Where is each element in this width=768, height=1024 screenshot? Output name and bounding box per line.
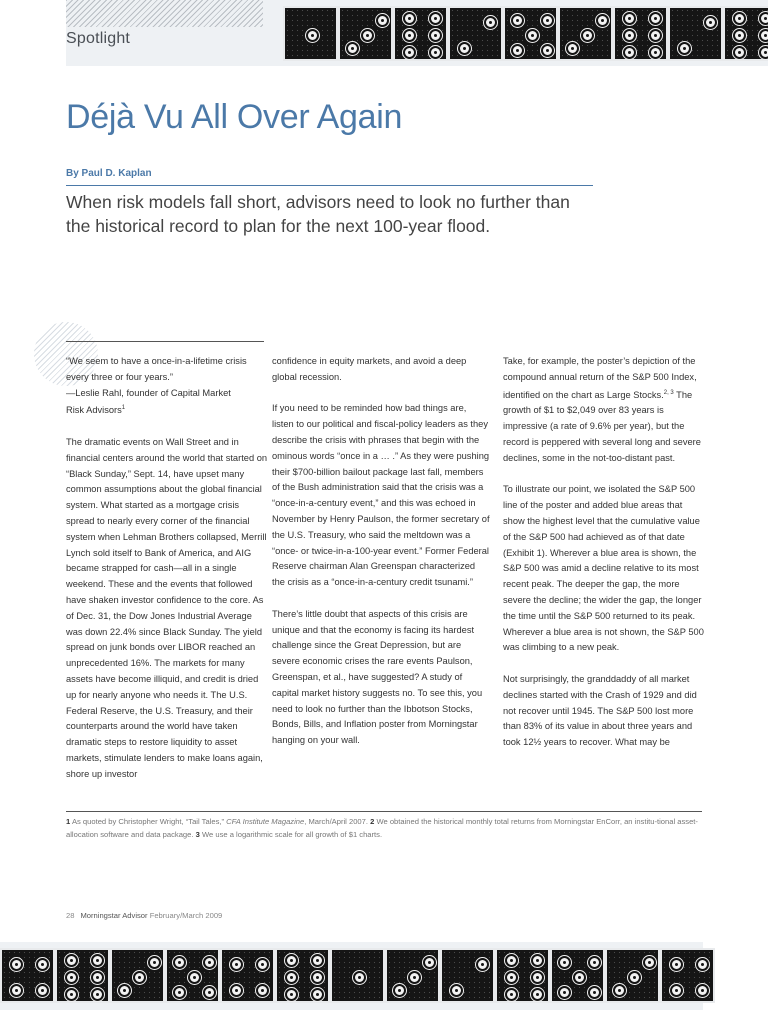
epigraph-rule xyxy=(66,341,264,342)
page-folio xyxy=(66,911,222,920)
die-pip xyxy=(91,988,104,1001)
die-pip xyxy=(65,988,78,1001)
die-icon xyxy=(558,6,613,61)
die-pip xyxy=(423,956,436,969)
epigraph-attribution-cont: Risk Advisors xyxy=(66,405,122,416)
body-paragraph: Not surprisingly, the granddaddy of all market declines started with the Crash of 1929 and did not recover until 1945. The S&P 500 lost more than 83% of its value in about three years and took 12½ years to recover. What may be xyxy=(503,674,697,748)
die-pip xyxy=(696,958,709,971)
die-pip xyxy=(678,42,691,55)
die-pip xyxy=(623,46,636,59)
die-pip xyxy=(613,984,626,997)
footnote-text: We obtained the historical monthly total returns from Morningstar EnCorr, an institu-tional asset-allocation software and data package. xyxy=(66,817,698,839)
die-pip xyxy=(573,971,586,984)
die-pip xyxy=(91,971,104,984)
die-pip xyxy=(541,44,554,57)
die-pip xyxy=(670,984,683,997)
die-pip xyxy=(230,958,243,971)
body-text: The growth of $1 to $2,049 over 83 years is impressive (a rate of 9.6% per year), but the record is peppered with several long and severe declines, some in the not-too-distant past. xyxy=(503,389,701,463)
die-pip xyxy=(306,29,319,42)
die-pip xyxy=(476,958,489,971)
die-icon xyxy=(613,6,668,61)
footnote-number: 3 xyxy=(195,830,200,839)
die-icon xyxy=(393,6,448,61)
die-pip xyxy=(588,956,601,969)
die-pip xyxy=(429,46,442,59)
die-pip xyxy=(148,956,161,969)
die-pip xyxy=(256,984,269,997)
column-2 xyxy=(272,354,490,765)
dek-rule xyxy=(66,185,593,186)
die-pip xyxy=(526,29,539,42)
die-pip xyxy=(733,12,746,25)
die-pip xyxy=(670,958,683,971)
body-paragraph: There’s little doubt that aspects of this crisis are unique and that the economy is facing its hardest challenge since the Great Depression, but are severe economic crises the rare events Paulson, Greenspan, et al., have suggested? A study of capital market history suggests no. To see this, you need to look no further than the Ibbotson Stocks, Bonds, Bills, and Inflation poster from Morningstar hanging on your wall. xyxy=(272,608,483,746)
die-pip xyxy=(643,956,656,969)
die-pip xyxy=(65,954,78,967)
column-3 xyxy=(503,354,705,767)
epigraph-attribution: —Leslie Rahl, founder of Capital Market xyxy=(66,387,231,398)
die-pip xyxy=(649,29,662,42)
die-pip xyxy=(623,29,636,42)
header-dice-strip xyxy=(283,6,768,61)
epigraph xyxy=(66,354,268,419)
die-pip xyxy=(450,984,463,997)
die-pip xyxy=(759,12,768,25)
footer-dice-strip xyxy=(0,948,715,1003)
die-pip xyxy=(118,984,131,997)
die-icon xyxy=(605,948,660,1003)
body-paragraph: If you need to be reminded how bad things are, listen to our political and fiscal-policy leaders as they describe the crisis with phrases that begin with the ominous words “once in a … .” As they were pushing their $700-billion bailout package last fall, members of the Bush administration said that the crisis was a “once-in-a-century event,” and this was echoed in November by Henry Paulson, the former secretary of the U.S. Treasury, who said the meltdown was a “once- or twice-in-a-100-year event.” Former Federal Reserve chairman Alan Greenspan characterized the crisis as a “once-in-a-century credit tsunami.” xyxy=(272,403,490,588)
die-pip xyxy=(403,46,416,59)
page-number: 28 xyxy=(66,911,75,920)
die-pip xyxy=(376,14,389,27)
die-pip xyxy=(704,16,717,29)
die-icon xyxy=(503,6,558,61)
footnote-number: 2 xyxy=(370,817,375,826)
die-pip xyxy=(541,14,554,27)
die-pip xyxy=(285,988,298,1001)
footnote-ref: 2, 3 xyxy=(663,389,674,396)
die-icon xyxy=(110,948,165,1003)
die-pip xyxy=(588,986,601,999)
die-pip xyxy=(203,986,216,999)
die-icon xyxy=(275,948,330,1003)
epigraph-quote: “We seem to have a once-in-a-lifetime crisis every three or four years.” xyxy=(66,356,247,382)
die-pip xyxy=(311,988,324,1001)
footnote-text: As quoted by Christopher Wright, “Tail Tales,” xyxy=(71,817,225,826)
footnote-text: We use a logarithmic scale for all growth of $1 charts. xyxy=(201,830,383,839)
footnote-number: 1 xyxy=(66,817,71,826)
die-pip xyxy=(230,984,243,997)
die-pip xyxy=(558,986,571,999)
die-pip xyxy=(285,971,298,984)
die-icon xyxy=(440,948,495,1003)
byline: By Paul D. Kaplan xyxy=(66,168,152,179)
die-icon xyxy=(660,948,715,1003)
die-icon xyxy=(165,948,220,1003)
die-pip xyxy=(531,988,544,1001)
footnotes xyxy=(66,815,706,841)
die-pip xyxy=(558,956,571,969)
die-pip xyxy=(203,956,216,969)
die-icon xyxy=(55,948,110,1003)
die-pip xyxy=(733,46,746,59)
die-pip xyxy=(188,971,201,984)
die-pip xyxy=(429,29,442,42)
die-pip xyxy=(623,12,636,25)
die-pip xyxy=(353,971,366,984)
die-pip xyxy=(696,984,709,997)
column-1 xyxy=(66,354,268,798)
die-pip xyxy=(393,984,406,997)
die-pip xyxy=(173,986,186,999)
body-paragraph: To illustrate our point, we isolated the S&P 500 line of the poster and added blue areas that show the highest level that the cumulative value of the S&P 500 had achieved as of that date (Exhibit 1). Wherever a blue area is shown, the S&P 500 was amid a decline relative to its most recent peak. The deeper the gap, the more severe the decline; the wider the gap, the longer the time until the S&P 500 returned to its peak. Wherever a blue area is not shown, the S&P 500 was climbing to a new peak. xyxy=(503,484,704,653)
die-pip xyxy=(361,29,374,42)
die-pip xyxy=(10,958,23,971)
header-hatch-pattern xyxy=(66,0,263,27)
die-pip xyxy=(596,14,609,27)
section-label: Spotlight xyxy=(66,30,131,47)
die-pip xyxy=(36,958,49,971)
footnote-ref: 1 xyxy=(121,405,126,412)
body-paragraph: The dramatic events on Wall Street and in financial centers around the world that started on “Black Sunday,” Sept. 14, have upset many common assumptions about the global financial system. What started as a mortgage crisis spread to nearly every corner of the financial system when Lehman Brothers collapsed, Merrill Lynch sold itself to Bank of America, and AIG became strapped for cash—all in a single weekend. These and the events that followed have shaken investor confidence to the core. As of Dec. 31, the Dow Jones Industrial Average was down 22.4% since Black Sunday. The yield spread on junk bonds over LIBOR reached an unprecedented 16%. The markets for many assets have become illiquid, and credit is dried up for nearly anyone who needs it. The U.S. Federal Reserve, the U.S. Treasury, and their counterparts around the world have taken dramatic steps to restore liquidity to asset markets, stimulate lenders to make loans again, shore up investor xyxy=(66,437,268,779)
die-pip xyxy=(403,12,416,25)
die-pip xyxy=(484,16,497,29)
die-icon xyxy=(723,6,768,61)
footnote-rule xyxy=(66,811,702,812)
die-pip xyxy=(505,988,518,1001)
die-pip xyxy=(10,984,23,997)
die-pip xyxy=(285,954,298,967)
die-pip xyxy=(36,984,49,997)
article-dek: When risk models fall short, advisors need to look no further than the historical record to plan for the next 100-year flood. xyxy=(66,192,570,236)
die-icon xyxy=(668,6,723,61)
die-pip xyxy=(429,12,442,25)
die-icon xyxy=(330,948,385,1003)
die-icon xyxy=(495,948,550,1003)
die-pip xyxy=(649,46,662,59)
die-icon xyxy=(550,948,605,1003)
publication-name: Morningstar Advisor xyxy=(80,911,148,920)
die-icon xyxy=(448,6,503,61)
die-pip xyxy=(256,958,269,971)
die-pip xyxy=(628,971,641,984)
issue-date: February/March 2009 xyxy=(149,911,223,920)
die-pip xyxy=(649,12,662,25)
die-pip xyxy=(759,29,768,42)
article-title: Déjà Vu All Over Again xyxy=(66,98,403,136)
body-text: Take, for example, the poster’s depiction of the compound annual return of the S&P 500 Index, identified on the chart as Large Stocks. xyxy=(503,356,697,400)
die-icon xyxy=(385,948,440,1003)
die-pip xyxy=(581,29,594,42)
die-pip xyxy=(531,954,544,967)
die-pip xyxy=(531,971,544,984)
die-pip xyxy=(311,971,324,984)
die-pip xyxy=(733,29,746,42)
die-pip xyxy=(566,42,579,55)
die-pip xyxy=(346,42,359,55)
die-pip xyxy=(505,954,518,967)
footnote-publication: CFA Institute Magazine xyxy=(226,817,305,826)
body-paragraph: confidence in equity markets, and avoid a deep global recession. xyxy=(272,356,467,382)
die-pip xyxy=(408,971,421,984)
die-pip xyxy=(133,971,146,984)
die-pip xyxy=(91,954,104,967)
die-pip xyxy=(173,956,186,969)
body-paragraph xyxy=(503,354,705,467)
die-pip xyxy=(458,42,471,55)
die-pip xyxy=(65,971,78,984)
die-icon xyxy=(283,6,338,61)
die-pip xyxy=(311,954,324,967)
die-pip xyxy=(403,29,416,42)
die-pip xyxy=(759,46,768,59)
die-icon xyxy=(220,948,275,1003)
die-pip xyxy=(511,44,524,57)
die-pip xyxy=(511,14,524,27)
die-pip xyxy=(505,971,518,984)
footnote-text: , March/April 2007. xyxy=(304,817,368,826)
die-icon xyxy=(0,948,55,1003)
die-icon xyxy=(338,6,393,61)
